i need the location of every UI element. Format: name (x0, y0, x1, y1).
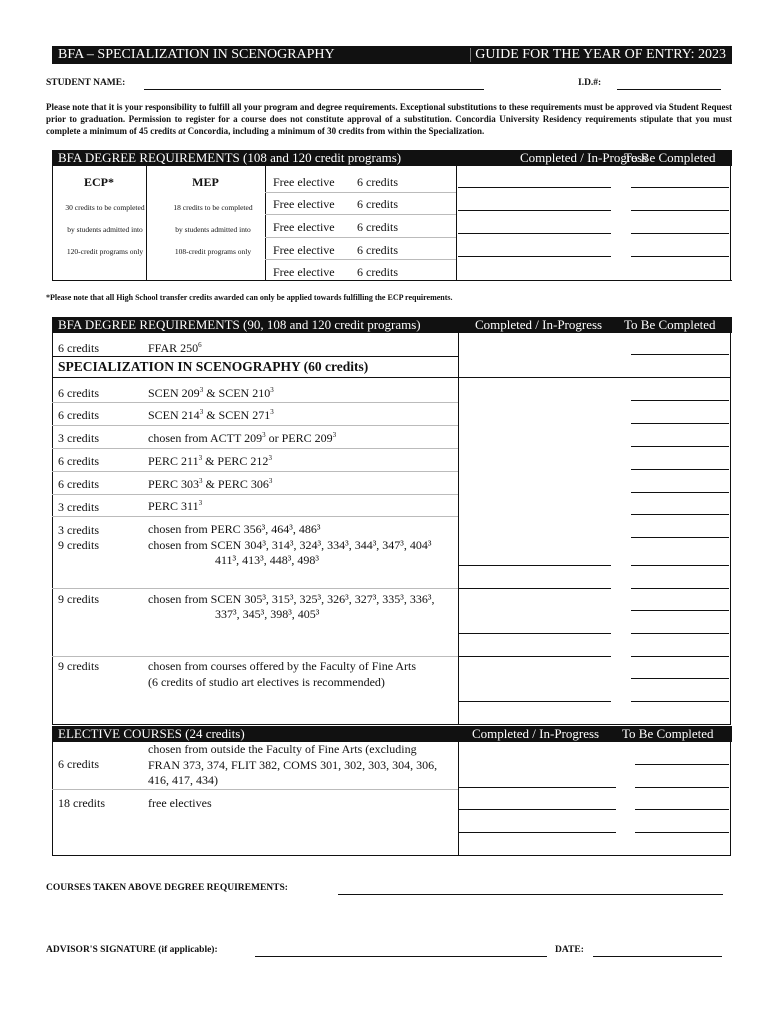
free-elective-credits: 6 credits (357, 197, 398, 211)
date-field[interactable] (593, 956, 722, 957)
row-separator (265, 214, 456, 215)
tobe-entry-line[interactable] (631, 492, 729, 493)
header-divider (470, 48, 471, 62)
document-header (52, 46, 732, 64)
course-name: PERC $211^3$ & PERC $212^3$ (148, 454, 272, 468)
free-elective-label: Free elective (273, 265, 335, 279)
student-name-field[interactable] (144, 89, 484, 90)
row-separator (52, 471, 458, 472)
section3-border-right (730, 742, 731, 856)
row-separator (52, 402, 458, 403)
course-name: SCEN $209^3$ & SCEN $210^3$ (148, 386, 274, 400)
tobe-entry-line[interactable] (631, 469, 729, 470)
section3-completed-header: Completed / In-Progress (472, 726, 600, 741)
tobe-entry-line[interactable] (631, 423, 729, 424)
course-credits: 3 credits (58, 500, 99, 514)
ecp-title: ECP* (84, 175, 114, 189)
section1-mep-divider (265, 166, 266, 280)
row-separator (52, 516, 458, 517)
elective-credits: 18 credits (58, 796, 105, 810)
course-name: chosen from SCEN 304³, 314³, 324³, 334³, 344³, 347³, 404³ (148, 538, 432, 552)
elective-description: 416, 417, 434) (148, 773, 218, 787)
mep-title: MEP (192, 175, 219, 189)
course-name: chosen from courses offered by the Faculty of Fine Arts (148, 659, 417, 673)
completed-entry-line[interactable] (458, 256, 611, 257)
completed-entry-line[interactable] (458, 233, 611, 234)
tobe-entry-line[interactable] (631, 256, 729, 257)
course-credits: 3 credits (58, 523, 99, 537)
tobe-entry-line[interactable] (631, 610, 729, 611)
completed-entry-line[interactable] (458, 588, 611, 589)
course-name: PERC $303^3$ & PERC $306^3$ (148, 477, 273, 491)
course-credits: 9 credits (58, 592, 99, 606)
tobe-entry-line[interactable] (631, 514, 729, 515)
section3-tobe-header: To Be Completed (622, 726, 714, 741)
section2-border-left (52, 333, 53, 725)
section1-title: BFA DEGREE REQUIREMENTS (108 and 120 credit programs) (58, 150, 402, 165)
tobe-entry-line[interactable] (635, 764, 729, 765)
section3-header (52, 726, 732, 742)
completed-entry-line[interactable] (458, 787, 616, 788)
row-separator (52, 789, 458, 790)
tobe-entry-line[interactable] (631, 210, 729, 211)
advisor-signature-label: ADVISOR'S SIGNATURE (if applicable): (46, 945, 218, 955)
tobe-entry-line[interactable] (631, 354, 729, 355)
section2-header (52, 317, 732, 333)
tobe-entry-line[interactable] (631, 656, 729, 657)
ecp-line: 120-credit programs only (66, 247, 144, 256)
course-credits: 9 credits (58, 538, 99, 552)
course-name: SCEN $214^3$ & SCEN $271^3$ (148, 408, 274, 422)
tobe-entry-line[interactable] (631, 633, 729, 634)
free-elective-credits: 6 credits (357, 265, 398, 279)
tobe-entry-line[interactable] (631, 678, 729, 679)
mep-line: by students admitted into (175, 225, 251, 234)
row-separator (52, 494, 458, 495)
free-elective-label: Free elective (273, 197, 335, 211)
course-credits: 6 credits (58, 386, 99, 400)
completed-entry-line[interactable] (458, 210, 611, 211)
completed-entry-line[interactable] (458, 565, 611, 566)
row-separator (265, 237, 456, 238)
mep-line: 108-credit programs only (174, 247, 252, 256)
completed-entry-line[interactable] (458, 832, 616, 833)
courses-above-field[interactable] (338, 894, 723, 895)
course-name: PERC $311^3$ (148, 499, 203, 513)
elective-description: chosen from outside the Faculty of Fine Arts (excluding (148, 742, 417, 756)
date-label: DATE: (555, 945, 584, 955)
ecp-footnote: *Please note that all High School transfer credits awarded can only be applied towards fulfilling the ECP requirements. (46, 293, 453, 302)
course-name: chosen from ACTT $209^3$ or PERC $209^3$ (148, 431, 337, 445)
course-credits: 6 credits (58, 454, 99, 468)
section2-col-divider (458, 333, 459, 725)
tobe-entry-line[interactable] (635, 832, 729, 833)
tobe-entry-line[interactable] (631, 537, 729, 538)
section2-border-bottom (52, 724, 730, 725)
ffar-credits: 6 credits (58, 341, 99, 355)
free-elective-label: Free elective (273, 175, 335, 189)
free-elective-credits: 6 credits (357, 220, 398, 234)
course-name: chosen from SCEN 305³, 315³, 325³, 326³, 327³, 335³, 336³, (148, 592, 435, 606)
section2-tobe-header: To Be Completed (624, 317, 716, 332)
tobe-entry-line[interactable] (631, 233, 729, 234)
advisor-signature-field[interactable] (255, 956, 547, 957)
row-separator (52, 356, 458, 357)
course-name: 411³, 413³, 448³, 498³ (215, 553, 319, 567)
section1-completed-header: Completed / In-Progress (520, 150, 648, 165)
tobe-entry-line[interactable] (635, 809, 729, 810)
row-separator (265, 259, 456, 260)
tobe-entry-line[interactable] (631, 400, 729, 401)
courses-above-label: COURSES TAKEN ABOVE DEGREE REQUIREMENTS: (46, 883, 288, 893)
row-separator (52, 425, 458, 426)
completed-entry-line[interactable] (458, 701, 611, 702)
row-separator (52, 588, 458, 589)
student-id-field[interactable] (617, 89, 721, 90)
section3-title: ELECTIVE COURSES (24 credits) (58, 726, 245, 741)
tobe-entry-line[interactable] (635, 787, 729, 788)
year-of-entry: GUIDE FOR THE YEAR OF ENTRY: 2023 (475, 47, 726, 62)
ffar-course: FFAR $250^6$ (148, 341, 202, 355)
elective-description: FRAN 373, 374, FLIT 382, COMS 301, 302, 303, 304, 306, (148, 758, 438, 772)
completed-entry-line[interactable] (458, 656, 611, 657)
section2-completed-header: Completed / In-Progress (475, 317, 603, 332)
student-name-label: STUDENT NAME: (46, 78, 126, 88)
course-credits: 6 credits (58, 477, 99, 491)
section1-header (52, 150, 732, 166)
ecp-line: by students admitted into (67, 225, 143, 234)
ecp-line: 30 credits to be completed (65, 203, 145, 212)
tobe-entry-line[interactable] (631, 446, 729, 447)
section1-tobe-header: To Be Completed (624, 150, 716, 165)
elective-description: free electives (148, 796, 212, 810)
section2-border-right (730, 333, 731, 725)
completed-entry-line[interactable] (458, 633, 611, 634)
course-name: chosen from PERC 356³, 464³, 486³ (148, 522, 321, 536)
section2-title: BFA DEGREE REQUIREMENTS (90, 108 and 120 credit programs) (58, 317, 421, 332)
course-name: 337³, 345³, 398³, 405³ (215, 607, 320, 621)
tobe-entry-line[interactable] (631, 701, 729, 702)
completed-entry-line[interactable] (458, 187, 611, 188)
mep-line: 18 credits to be completed (173, 203, 253, 212)
section1-border-bottom (52, 280, 732, 281)
free-elective-label: Free elective (273, 243, 335, 257)
row-separator (52, 656, 458, 657)
elective-credits: 6 credits (58, 757, 99, 771)
free-elective-credits: 6 credits (357, 243, 398, 257)
row-separator (265, 192, 456, 193)
free-elective-label: Free elective (273, 220, 335, 234)
tobe-entry-line[interactable] (631, 565, 729, 566)
course-credits: 9 credits (58, 659, 99, 673)
section3-border-left (52, 742, 53, 856)
tobe-entry-line[interactable] (631, 588, 729, 589)
specialization-title: SPECIALIZATION IN SCENOGRAPHY (60 credits) (58, 359, 369, 374)
section3-border-bottom (52, 855, 730, 856)
course-name: (6 credits of studio art electives is recommended) (148, 675, 385, 689)
course-credits: 3 credits (58, 431, 99, 445)
section1-border-right (730, 166, 731, 280)
free-elective-credits: 6 credits (357, 175, 398, 189)
section1-col-divider (456, 166, 457, 280)
program-title: BFA – SPECIALIZATION IN SCENOGRAPHY (58, 47, 335, 62)
row-separator (52, 377, 730, 378)
student-id-label: I.D.#: (578, 78, 602, 88)
completed-entry-line[interactable] (458, 809, 616, 810)
row-separator (52, 448, 458, 449)
section3-col-divider (458, 742, 459, 856)
course-credits: 6 credits (58, 408, 99, 422)
responsibility-notice: Please note that it is your responsibility to fulfill all your program and degree requirements. Exceptional substitutions to these requirements must be approved via Student Request prior to graduation. Permission to register for a course does not constitute approval of a substitution. Concordia University Residency requirements stipulate that you must complete a minimum of 45 credits at Concordia, including a minimum of 30 credits from within the Specialization. (46, 102, 732, 136)
tobe-entry-line[interactable] (631, 187, 729, 188)
